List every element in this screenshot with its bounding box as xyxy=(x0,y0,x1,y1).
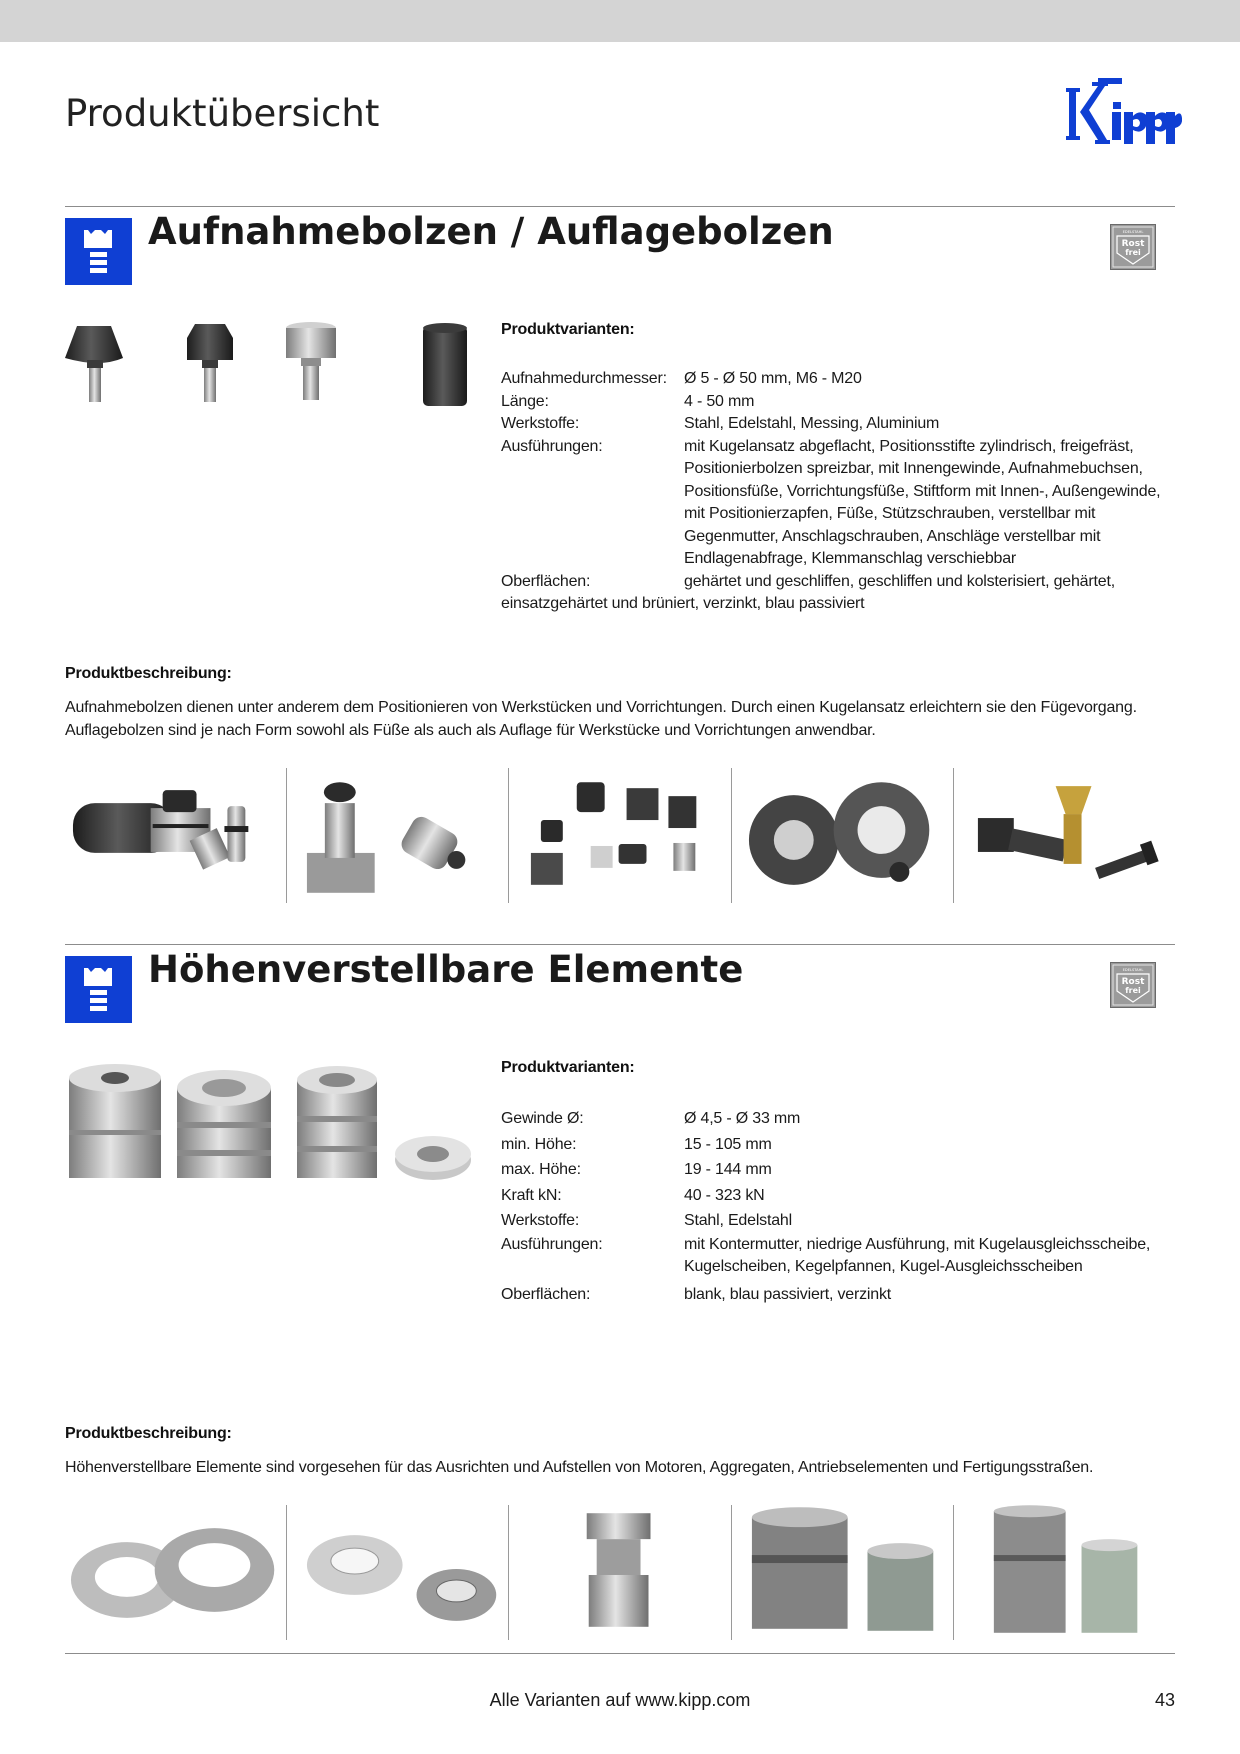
photo-cell xyxy=(65,1505,286,1640)
photo-cell xyxy=(731,768,953,903)
positioning-pins-photo xyxy=(65,768,286,903)
spec-value: Ø 4,5 - Ø 33 mm xyxy=(684,1110,801,1127)
spec-row xyxy=(501,368,1164,391)
spec-value: 15 - 105 mm xyxy=(684,1135,772,1153)
spec-row xyxy=(501,436,1164,571)
leveling-element-image xyxy=(297,1066,377,1178)
leveling-element-image xyxy=(69,1064,161,1178)
description-text: Höhenverstellbare Elemente sind vorgesehen für das Ausrichten und Aufstellen von Motoren, Aggregaten, Antriebselementen und Fertigungsstraßen. xyxy=(65,1459,1094,1476)
spec-row xyxy=(501,1183,1164,1209)
section-rule xyxy=(65,944,1175,945)
section-rule xyxy=(65,206,1175,207)
spec-key: Ausführungen: xyxy=(501,1235,603,1253)
spec-key: Oberflächen: xyxy=(501,572,591,590)
spec-key: Gewinde Ø: xyxy=(501,1110,584,1127)
badge-small-text: EDELSTAHL xyxy=(1122,968,1144,972)
spec-key: min. Höhe: xyxy=(501,1135,577,1153)
spec-list xyxy=(501,1106,1164,1307)
spec-key: Kraft kN: xyxy=(501,1186,562,1204)
badge-small-text: EDELSTAHL xyxy=(1122,230,1144,234)
photo-strip xyxy=(65,1505,1175,1640)
leveling-screw-photo xyxy=(509,1505,730,1640)
photo-strip xyxy=(65,768,1175,903)
spec-row xyxy=(501,1282,1164,1308)
spec-row xyxy=(501,1132,1164,1158)
spec-row xyxy=(501,1208,1164,1234)
top-band xyxy=(0,0,1240,42)
spec-value: Stahl, Edelstahl, Messing, Aluminium xyxy=(684,415,940,432)
spec-key: Ausführungen: xyxy=(501,437,603,455)
bolt-flat-image xyxy=(187,324,233,402)
badge-line-1: Rost xyxy=(1121,239,1145,249)
kipp-logo xyxy=(1062,72,1182,164)
conical-seats-photo xyxy=(287,1505,508,1640)
page-number: 43 xyxy=(1154,1690,1175,1710)
spec-key: Werkstoffe: xyxy=(501,1212,580,1229)
spec-value: Stahl, Edelstahl xyxy=(684,1212,792,1229)
spec-value: blank, blau passiviert, verzinkt xyxy=(684,1285,892,1303)
spec-tail: einsatzgehärtet und brüniert, verzinkt, blau passiviert xyxy=(501,595,865,612)
bolt-knurled-image xyxy=(423,323,467,406)
spec-row xyxy=(501,413,1164,436)
bolt-cylinder-image xyxy=(286,322,336,400)
photo-cell xyxy=(508,768,730,903)
spec-row xyxy=(501,571,1164,594)
spherical-washer-image xyxy=(395,1136,471,1180)
product-image-row xyxy=(65,1060,475,1200)
spec-key: Aufnahmedurchmesser: xyxy=(501,370,667,387)
rostfrei-badge-icon xyxy=(1110,962,1156,1008)
photo-cell xyxy=(731,1505,953,1640)
spec-value: gehärtet und geschliffen, geschliffen und kolsterisiert, gehärtet, xyxy=(684,572,1115,590)
expanding-pins-photo xyxy=(287,768,508,903)
footer-text xyxy=(0,1690,1240,1711)
section-title: Höhenverstellbare Elemente xyxy=(148,948,744,991)
spherical-washers-photo xyxy=(65,1505,286,1640)
spec-list xyxy=(501,368,1164,616)
spec-key: Werkstoffe: xyxy=(501,415,580,432)
spec-row xyxy=(501,391,1164,414)
spec-row xyxy=(501,1106,1164,1132)
photo-cell xyxy=(953,768,1175,903)
spec-value: 19 - 144 mm xyxy=(684,1161,772,1178)
variants-label: Produktvarianten: xyxy=(501,1059,635,1076)
product-images xyxy=(65,318,475,418)
bolt-section-icon xyxy=(65,218,132,285)
footer-rule xyxy=(65,1653,1175,1654)
photo-cell xyxy=(508,1505,730,1640)
spec-key: max. Höhe: xyxy=(501,1161,581,1178)
bolt-section-icon xyxy=(65,956,132,1023)
badge-line-1: Rost xyxy=(1121,977,1145,987)
variants-label: Produktvarianten: xyxy=(501,321,635,338)
spec-value: mit Kugelansatz abgeflacht, Positionsstifte zylindrisch, freigefräst, Positionierbolzen spreizbar, mit Innengewinde, Aufnahmebuchsen, Positionsfüße, Vorrichtungsfüße, Stiftform mit Innen-, Außengewinde, mit Positionierzapfen, Füße, Stützschrauben, verstellbar mit Gegenmutter, Anschlagschrauben, Anschläge verstellbar mit Endlagenabfrage, Klemmanschlag verschiebbar xyxy=(684,437,1161,567)
positioning-feet-photo xyxy=(509,768,730,903)
spec-value: mit Kontermutter, niedrige Ausführung, mit Kugelausgleichsscheibe, Kugelscheiben, Kegelpfannen, Kugel-Ausgleichsscheiben xyxy=(684,1235,1151,1275)
spec-value: Ø 5 - Ø 50 mm, M6 - M20 xyxy=(684,370,862,387)
product-image-row xyxy=(65,318,475,418)
photo-cell xyxy=(286,1505,508,1640)
spec-row xyxy=(501,1234,1164,1279)
spec-key: Oberflächen: xyxy=(501,1285,591,1303)
badge-line-2: frei xyxy=(1125,986,1141,995)
stop-screws-photo xyxy=(954,768,1175,903)
leveling-elements-tall-photo xyxy=(954,1505,1175,1640)
rostfrei-badge-icon xyxy=(1110,224,1156,270)
spec-row xyxy=(501,1157,1164,1183)
spec-key: Länge: xyxy=(501,392,549,410)
product-images xyxy=(65,1060,475,1200)
bolt-ball-image xyxy=(65,326,123,402)
receiving-bushings-photo xyxy=(732,768,953,903)
photo-cell xyxy=(65,768,286,903)
badge-line-2: frei xyxy=(1125,248,1141,257)
description-label: Produktbeschreibung: xyxy=(65,665,232,682)
spec-value: 4 - 50 mm xyxy=(684,392,755,410)
leveling-elements-pair-photo xyxy=(732,1505,953,1640)
section-title: Aufnahmebolzen / Auflagebolzen xyxy=(148,210,834,253)
leveling-element-image xyxy=(177,1070,271,1178)
photo-cell xyxy=(953,1505,1175,1640)
footer-link[interactable]: Alle Varianten auf www.kipp.com xyxy=(489,1690,751,1710)
spec-value: 40 - 323 kN xyxy=(684,1186,765,1204)
description-label: Produktbeschreibung: xyxy=(65,1425,232,1442)
page-title: Produktübersicht xyxy=(65,92,380,135)
photo-cell xyxy=(286,768,508,903)
description-text: Aufnahmebolzen dienen unter anderem dem Positionieren von Werkstücken und Vorrichtungen. Durch einen Kugelansatz erleichtern sie den Fügevorgang. Auflagebolzen sind je nach Form sowohl als Füße als auch als Auflage für Werkstücke und Vorrichtungen anwendbar. xyxy=(65,699,1137,739)
